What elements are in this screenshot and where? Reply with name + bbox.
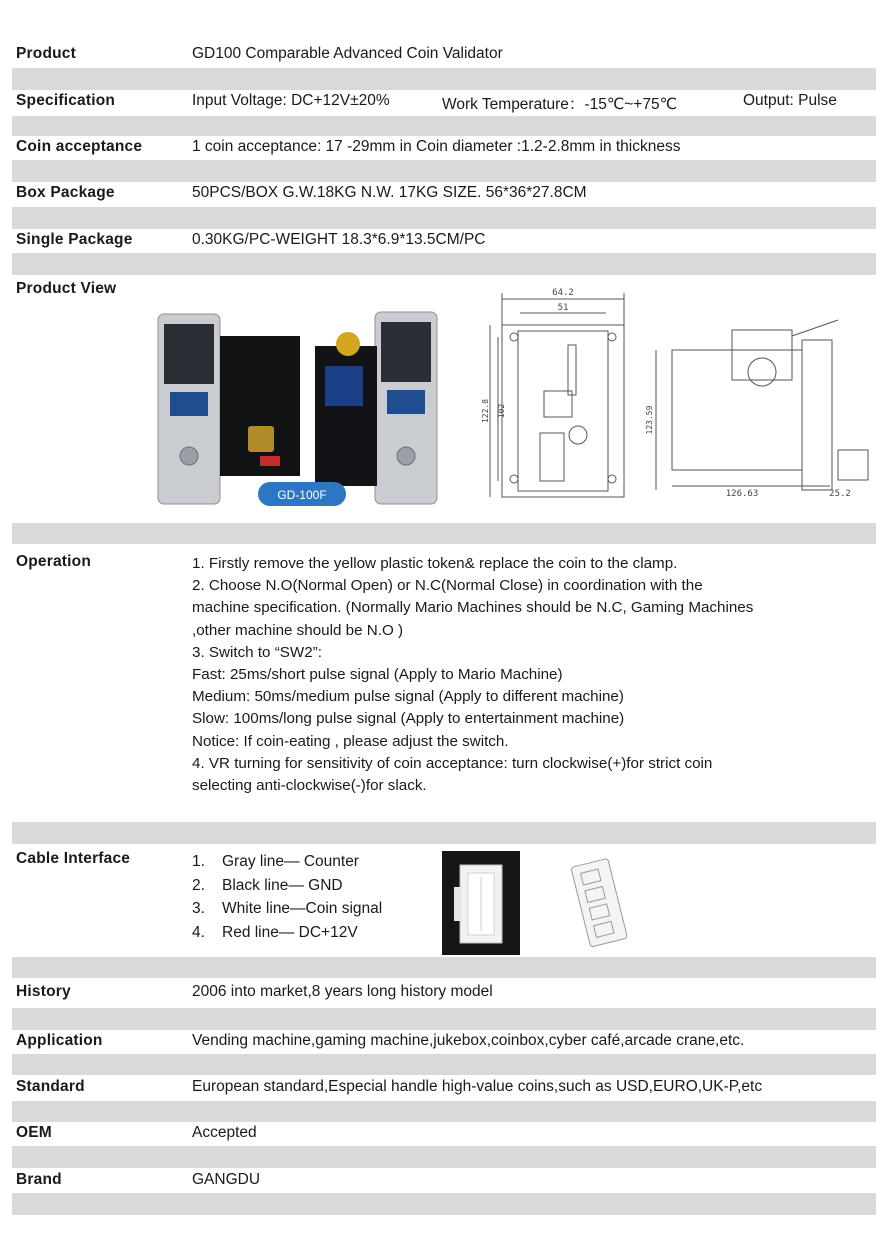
separator-band <box>12 207 876 229</box>
row-value: GANGDU <box>192 1171 261 1188</box>
separator-band <box>12 116 876 136</box>
row-value: 1 coin acceptance: 17 -29mm in Coin diameter :1.2-2.8mm in thickness <box>192 138 681 155</box>
side-dimension-drawing <box>642 300 874 500</box>
separator-band <box>12 1146 876 1168</box>
dim-height-inner: 102 <box>497 403 506 419</box>
row-value: GD100 Comparable Advanced Coin Validator <box>192 45 503 62</box>
operation-line: 1. Firstly remove the yellow plastic token& replace the coin to the clamp. <box>192 555 678 572</box>
cable-item <box>192 897 382 921</box>
row-label: Box Package <box>16 184 115 201</box>
cable-item-text: White line—Coin signal <box>222 900 383 917</box>
operation-line: 4. VR turning for sensitivity of coin acceptance: turn clockwise(+)for strict coin <box>192 754 713 772</box>
connector-plug-image <box>560 852 636 952</box>
row-value: 50PCS/BOX G.W.18KG N.W. 17KG SIZE. 56*36*27.8CM <box>192 184 587 201</box>
row-label: History <box>16 983 71 1000</box>
operation-line: Medium: 50ms/medium pulse signal (Apply to different machine) <box>192 688 624 706</box>
operation-line: selecting anti-clockwise(-)for slack. <box>192 777 427 795</box>
separator-band <box>12 1054 876 1075</box>
row-label: Operation <box>16 553 92 570</box>
operation-line: 3. Switch to “SW2”: <box>192 643 322 661</box>
separator-band <box>12 822 876 844</box>
cable-item-text: Gray line— Counter <box>222 853 359 870</box>
row-label: Cable Interface <box>16 850 131 867</box>
operation-line: Notice: If coin-eating , please adjust the switch. <box>192 732 509 750</box>
row-label: Product View <box>16 280 117 297</box>
operation-line: Slow: 100ms/long pulse signal (Apply to entertainment machine) <box>192 710 625 728</box>
row-value: Vending machine,gaming machine,jukebox,coinbox,cyber café,arcade crane,etc. <box>192 1032 745 1049</box>
row-label: Standard <box>16 1078 85 1095</box>
spec-voltage: Input Voltage: DC+12V±20% <box>192 92 390 109</box>
cable-item-number: 4. <box>192 923 205 941</box>
cable-item-number: 2. <box>192 876 205 894</box>
row-value: Accepted <box>192 1124 257 1141</box>
operation-line: ,other machine should be N.O ) <box>192 621 404 639</box>
connector-socket-image <box>442 851 520 955</box>
separator-band <box>12 1193 876 1215</box>
separator-band <box>12 160 876 182</box>
separator-band <box>12 1101 876 1122</box>
row-label: Coin acceptance <box>16 138 143 155</box>
dim-side-face: 25.2 <box>829 489 851 499</box>
cable-item <box>192 921 382 945</box>
row-value: 2006 into market,8 years long history model <box>192 983 493 1000</box>
cable-item-number: 1. <box>192 853 205 870</box>
front-dimension-drawing <box>481 285 632 515</box>
dim-side-height: 123.59 <box>645 405 654 435</box>
row-label: Application <box>16 1032 103 1049</box>
cable-item-text: Red line— DC+12V <box>222 923 358 941</box>
row-label: Brand <box>16 1171 62 1188</box>
cable-item <box>192 874 382 898</box>
separator-band <box>12 253 876 275</box>
product-photo <box>150 306 480 516</box>
operation-line: 2. Choose N.O(Normal Open) or N.C(Normal Close) in coordination with the <box>192 577 703 595</box>
cable-item-text: Black line— GND <box>222 876 343 894</box>
row-label: Specification <box>16 92 116 109</box>
separator-band <box>12 1008 876 1030</box>
row-label: OEM <box>16 1124 52 1141</box>
cable-item-number: 3. <box>192 900 205 917</box>
spec-temperature: Work Temperature：-15℃~+75℃ <box>442 96 677 113</box>
separator-band <box>12 957 876 978</box>
dim-height-outer: 122.8 <box>481 398 490 424</box>
cable-list <box>192 850 382 944</box>
spec-output: Output: Pulse <box>743 92 837 109</box>
cable-item <box>192 850 382 874</box>
dim-width-outer: 64.2 <box>552 288 574 298</box>
separator-band <box>12 523 876 544</box>
row-label: Product <box>16 45 76 62</box>
operation-steps <box>192 553 882 797</box>
row-value: European standard,Especial handle high-value coins,such as USD,EURO,UK-P,etc <box>192 1078 763 1095</box>
operation-line: Fast: 25ms/short pulse signal (Apply to Mario Machine) <box>192 666 563 684</box>
separator-band <box>12 68 876 90</box>
row-label: Single Package <box>16 231 133 248</box>
operation-line: machine specification. (Normally Mario Machines should be N.C, Gaming Machines <box>192 599 754 617</box>
dim-width-inner: 51 <box>557 303 569 313</box>
dim-side-depth: 126.63 <box>725 489 759 499</box>
product-badge: GD-100F <box>277 488 327 502</box>
row-value: 0.30KG/PC-WEIGHT 18.3*6.9*13.5CM/PC <box>192 231 486 248</box>
